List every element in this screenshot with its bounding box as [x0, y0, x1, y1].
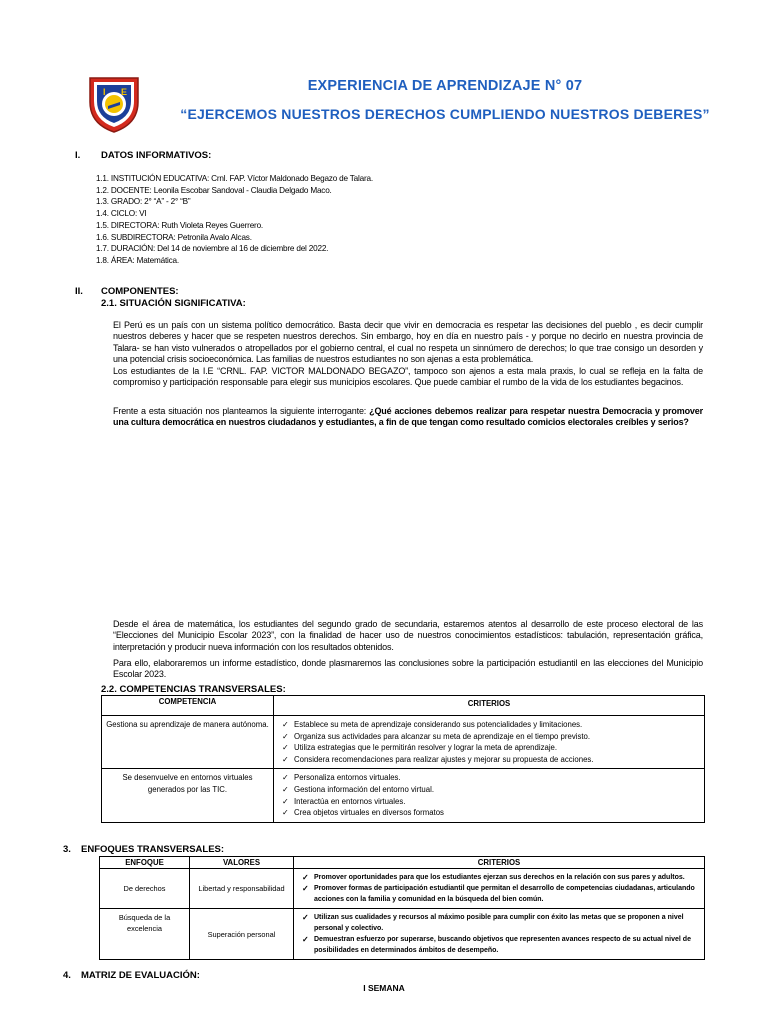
competencias-table — [101, 695, 705, 823]
criterio-item: ✓ Crea objetos virtuales en diversos formatos — [294, 807, 700, 819]
section-datos-heading — [75, 150, 211, 161]
guiding-question: ¿Qué acciones debemos realizar para respetar nuestra Democracia y promover una cultura democrática en nuestros ciudadanos y estudiantes, a fin de que tengan como resultado comicios electorales creíbles y serios? — [113, 406, 703, 428]
criterios-cell — [294, 909, 705, 960]
criterios-cell — [274, 769, 705, 822]
datos-item: 1.2. DOCENTE: Leonila Escobar Sandoval - Claudia Delgado Maco. — [96, 185, 332, 195]
col-criterios: CRITERIOS — [294, 857, 705, 869]
enfoque-cell: Búsqueda de la excelencia — [100, 909, 190, 960]
datos-item: 1.8. ÁREA: Matemática. — [96, 255, 179, 265]
criterio-item: ✓ Organiza sus actividades para alcanzar su meta de aprendizaje en el tiempo previsto. — [294, 731, 700, 743]
paragraph-3-lead: Frente a esta situación nos planteamos la siguiente interrogante: — [113, 406, 370, 416]
datos-item: 1.6. SUBDIRECTORA: Petronila Avalo Alcas. — [96, 232, 252, 242]
datos-item: 1.7. DURACIÓN: Del 14 de noviembre al 16 de diciembre del 2022. — [96, 244, 329, 254]
valores-cell: Superación personal — [190, 909, 294, 960]
school-crest-logo — [86, 72, 142, 134]
paragraph-3 — [113, 406, 703, 429]
section-title: DATOS INFORMATIVOS: — [101, 150, 212, 161]
criterio-item: ✓ Promover oportunidades para que los estudiantes ejerzan sus derechos en la relación con sus pares y adultos. — [314, 872, 700, 883]
section-number: 3. — [63, 844, 71, 855]
paragraph-2: Los estudiantes de la I.E “CRNL. FAP. VICTOR MALDONADO BEGAZO”, tampoco son ajenos a esta mala praxis, lo cual se refleja en la falta de compromiso y participación responsable para elegir sus municipios escolares. Que puede cambiar el rumbo de la vida de los estudiantes begacinos. — [113, 366, 703, 388]
document-subtitle: “EJERCEMOS NUESTROS DERECHOS CUMPLIENDO NUESTROS DEBERES” — [180, 106, 710, 122]
table-header-row — [102, 696, 705, 716]
criterio-item: ✓ Utiliza estrategias que le permitirán resolver y lograr la meta de aprendizaje. — [294, 742, 700, 754]
document-title: EXPERIENCIA DE APRENDIZAJE N° 07 — [307, 78, 583, 94]
col-criterios: CRITERIOS — [274, 696, 705, 716]
criterio-item: ✓ Interactúa en entornos virtuales. — [294, 796, 700, 808]
section-componentes-heading — [75, 286, 179, 297]
competencias-heading: 2.2. COMPETENCIAS TRANSVERSALES: — [101, 684, 286, 695]
section-title: MATRIZ DE EVALUACIÓN: — [81, 970, 200, 981]
col-enfoque: ENFOQUE — [100, 857, 190, 869]
competencia-cell: Gestiona su aprendizaje de manera autónoma. — [102, 716, 274, 769]
paragraph-1: El Perú es un país con un sistema político democrático. Basta decir que vivir en democracia es respetar las decisiones del pueblo , es decir cumplir nuestros deberes y hacer que se respeten nuestros derechos. Sin embargo, hoy en día en nuestro país - y porque no decirlo en nuestra provincia de Talara- se han visto vulnerados o atropellados por el gobierno central, el cual no respeta un sinnúmero de derechos; lo que trae consigo un desorden y una potencial crisis socioeconómica. Las familias de nuestros estudiantes no son ajenas a esta problemática. — [113, 320, 703, 364]
semana-label: I SEMANA — [363, 983, 405, 993]
table-row — [100, 869, 705, 909]
section-enfoques-heading — [63, 844, 224, 855]
paragraph-5: Para ello, elaboraremos un informe estadístico, donde plasmaremos las conclusiones sobre la participación estudiantil en las elecciones del Municipio Escolar 2023. — [113, 658, 703, 680]
criterio-item: ✓ Demuestran esfuerzo por superarse, buscando objetivos que representen avances respecto de su actual nivel de posibilidades en determinados ámbitos de desempeño. — [314, 934, 700, 956]
criterio-item: ✓ Utilizan sus cualidades y recursos al máximo posible para cumplir con éxito las metas que se proponen a nivel personal y colectivo. — [314, 912, 700, 934]
criterio-item: ✓ Promover formas de participación estudiantil que permitan el desarrollo de competencias ciudadanas, articulando acciones con la familia y comunidad en la búsqueda del bien común. — [314, 883, 700, 905]
table-header-row — [100, 857, 705, 869]
section-title: COMPONENTES: — [101, 286, 179, 297]
criterio-item: ✓ Gestiona información del entorno virtual. — [294, 784, 700, 796]
section-number: 4. — [63, 970, 71, 981]
section-number: I. — [75, 150, 81, 161]
title-block — [160, 78, 730, 125]
criterios-cell — [294, 869, 705, 909]
table-row — [100, 909, 705, 960]
enfoques-table — [99, 856, 705, 960]
paragraph-4: Desde el área de matemática, los estudiantes del segundo grado de secundaria, estaremos atentos al desarrollo de este proceso electoral de las “Elecciones del Municipio Escolar 2023”, con la finalidad de hacer uso de nuestros conocimientos estadísticos: tabulación, representación gráfica, interpretación y producir nueva información con los resultados obtenidos. — [113, 619, 703, 652]
datos-item: 1.3. GRADO: 2° “A” - 2° “B” — [96, 197, 191, 207]
col-competencia: COMPETENCIA — [102, 696, 274, 716]
col-valores: VALORES — [190, 857, 294, 869]
datos-item: 1.1. INSTITUCIÓN EDUCATIVA: Crnl. FAP. Víctor Maldonado Begazo de Talara. — [96, 174, 373, 183]
datos-list — [96, 173, 373, 267]
section-title: ENFOQUES TRANSVERSALES: — [81, 844, 225, 855]
section-matriz-heading — [63, 970, 200, 981]
svg-text:I: I — [103, 87, 106, 97]
datos-item: 1.5. DIRECTORA: Ruth Violeta Reyes Guerrero. — [96, 220, 263, 230]
svg-text:E: E — [121, 87, 128, 97]
table-row — [102, 769, 705, 822]
criterio-item: ✓ Considera recomendaciones para realizar ajustes y mejorar su propuesta de acciones. — [294, 754, 700, 766]
criterio-item: ✓ Personaliza entornos virtuales. — [294, 772, 700, 784]
datos-item: 1.4. CICLO: VI — [96, 209, 147, 219]
situacion-heading: 2.1. SITUACIÓN SIGNIFICATIVA: — [101, 298, 246, 309]
valores-cell: Libertad y responsabilidad — [190, 869, 294, 909]
section-number: II. — [75, 286, 83, 297]
criterio-item: ✓ Establece su meta de aprendizaje considerando sus potencialidades y limitaciones. — [294, 719, 700, 731]
competencia-cell: Se desenvuelve en entornos virtuales generados por las TIC. — [102, 769, 274, 822]
enfoque-cell: De derechos — [100, 869, 190, 909]
table-row — [102, 716, 705, 769]
criterios-cell — [274, 716, 705, 769]
